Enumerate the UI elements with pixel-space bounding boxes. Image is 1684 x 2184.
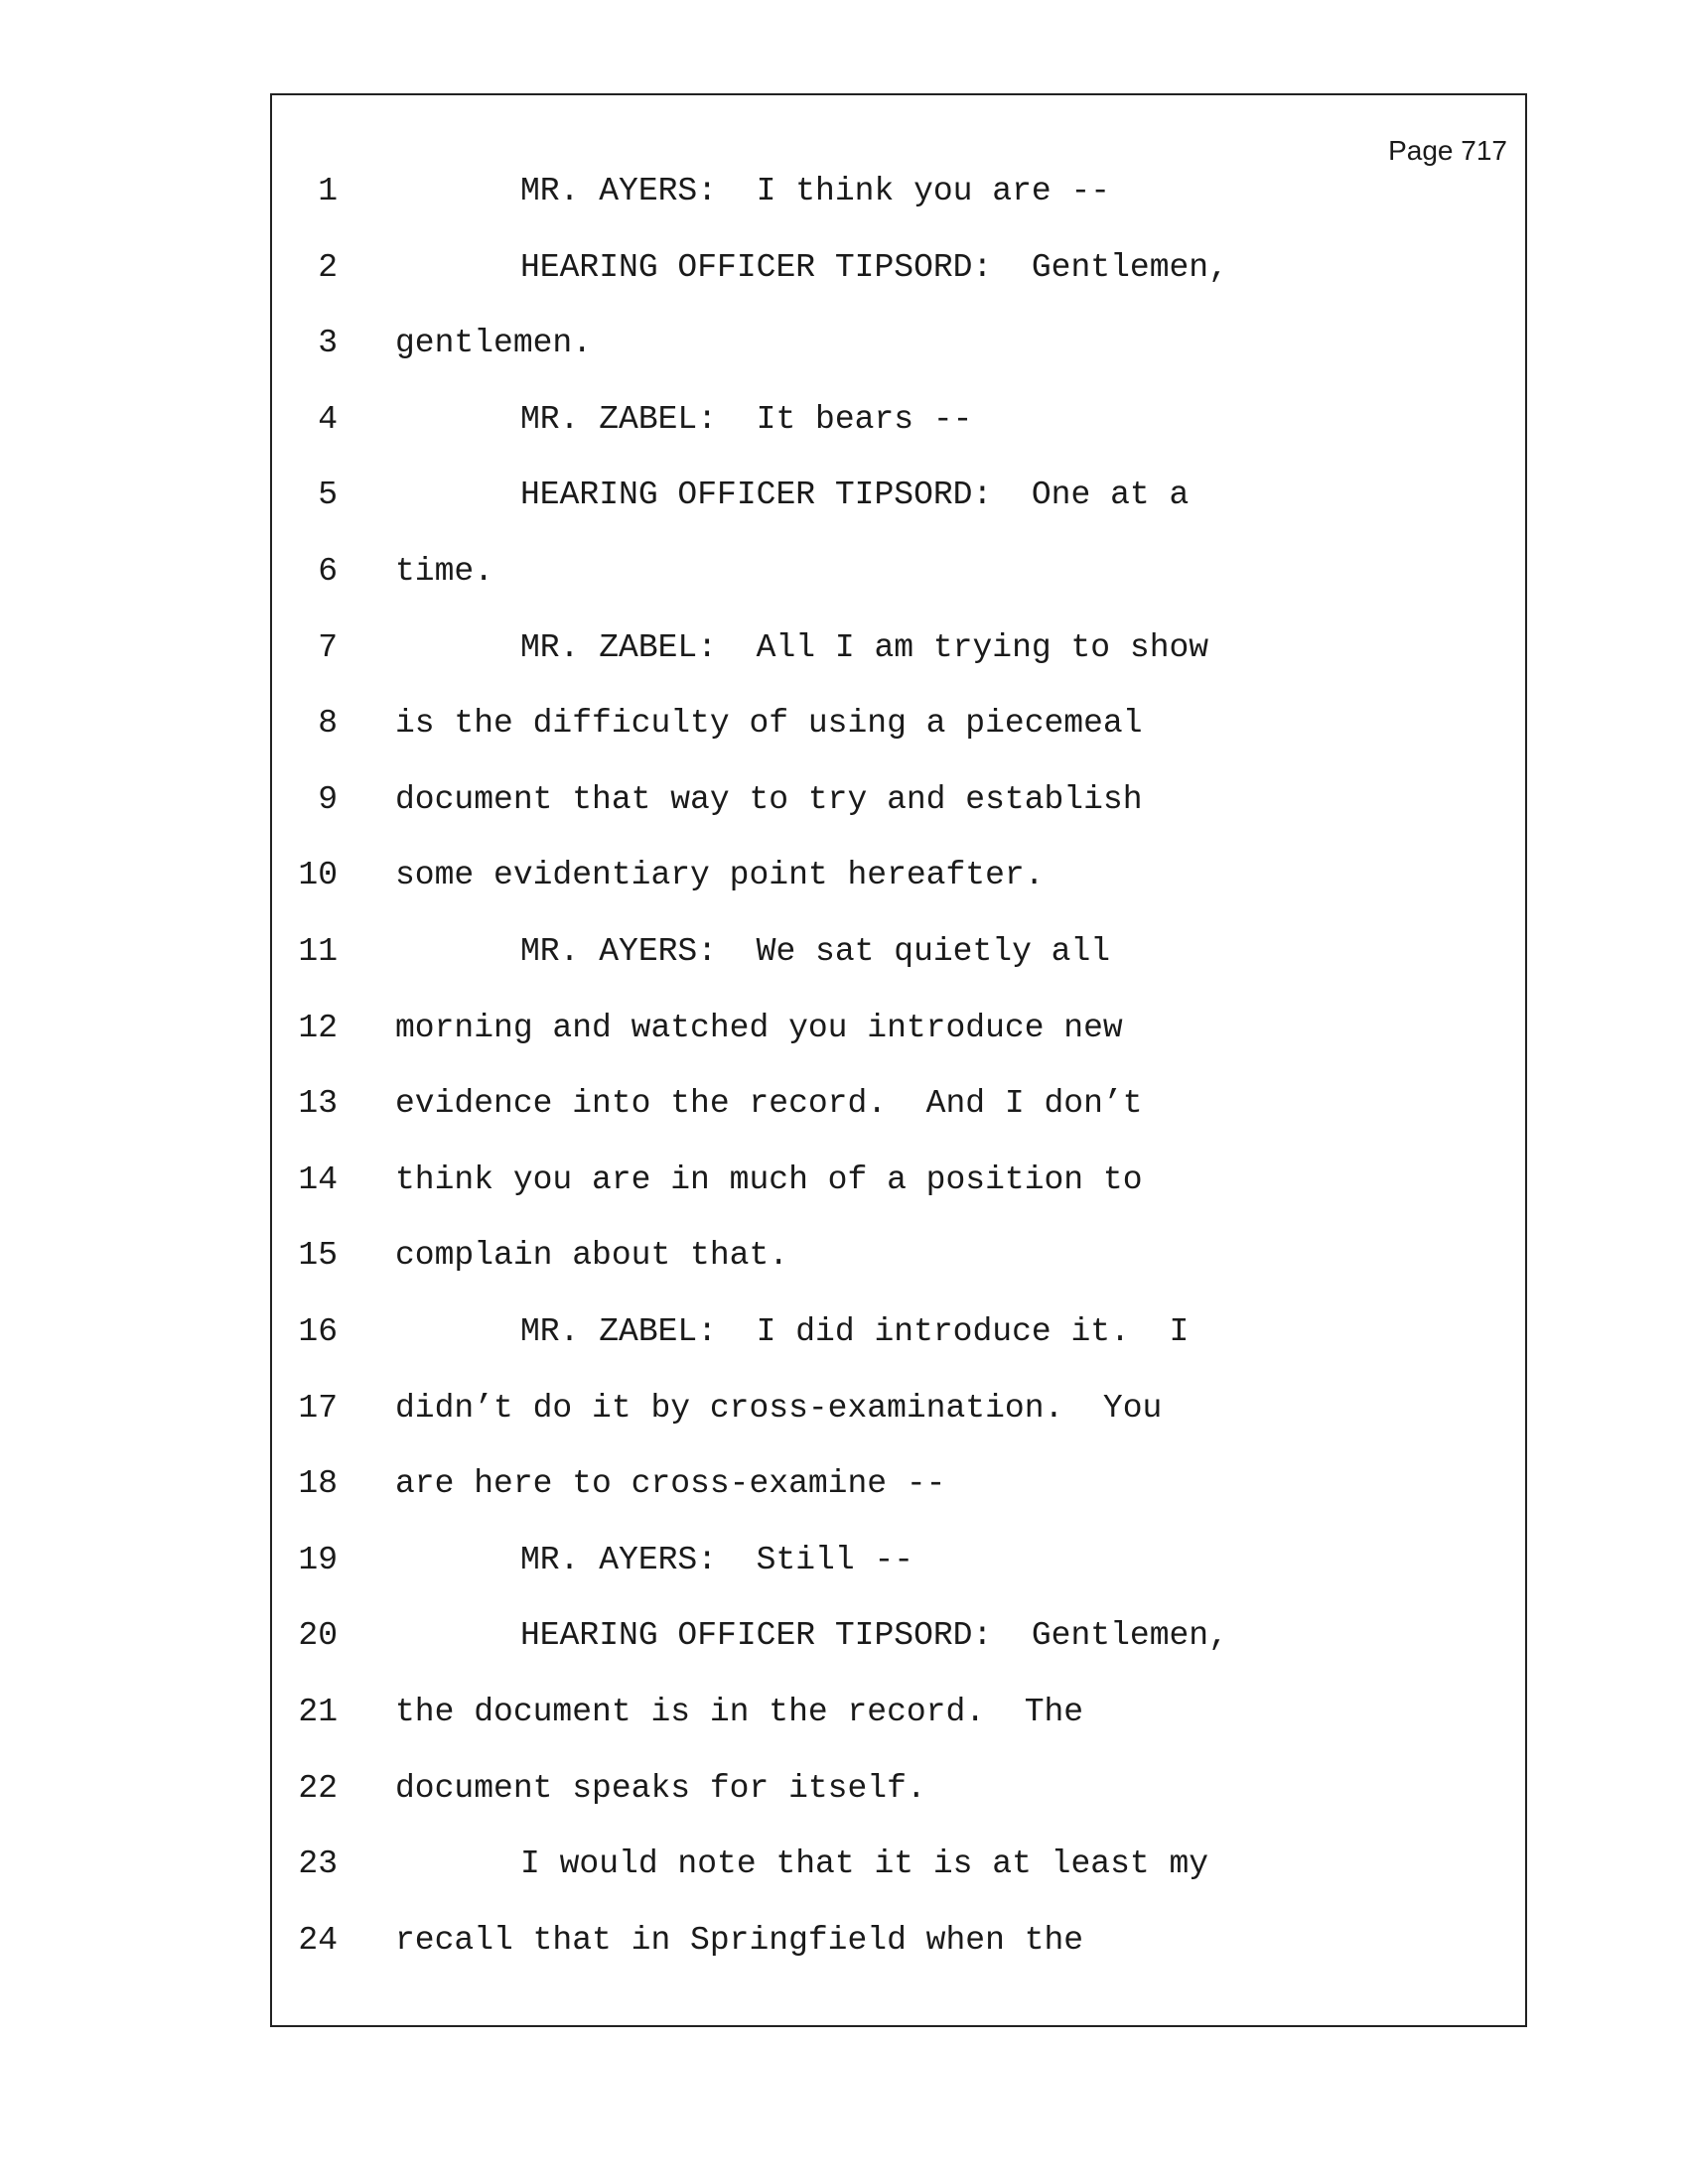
transcript-line — [272, 319, 1525, 368]
line-text: is the difficulty of using a piecemeal — [395, 705, 1143, 743]
line-text: evidence into the record. And I don’t — [395, 1085, 1143, 1123]
line-number: 12 — [298, 1009, 338, 1046]
line-number: 17 — [298, 1389, 338, 1427]
line-number: 24 — [298, 1921, 338, 1959]
line-text: MR. ZABEL: I did introduce it. I — [520, 1313, 1190, 1350]
line-number: 14 — [298, 1160, 338, 1198]
line-number: 23 — [298, 1845, 338, 1883]
line-number: 13 — [298, 1085, 338, 1123]
transcript-line — [272, 1916, 1525, 1966]
transcript-line — [272, 623, 1525, 673]
transcript-line — [272, 1156, 1525, 1205]
line-number: 10 — [298, 857, 338, 894]
transcript-line — [272, 547, 1525, 597]
line-number: 20 — [298, 1617, 338, 1655]
line-text: gentlemen. — [395, 325, 593, 362]
transcript-line — [272, 1459, 1525, 1509]
line-text: time. — [395, 553, 494, 590]
line-text: HEARING OFFICER TIPSORD: Gentlemen, — [520, 1617, 1228, 1655]
line-text: some evidentiary point hereafter. — [395, 857, 1045, 894]
line-text: are here to cross-examine -- — [395, 1465, 946, 1503]
transcript-line — [272, 851, 1525, 900]
transcript-line — [272, 1307, 1525, 1357]
line-number: 21 — [298, 1694, 338, 1730]
line-text: MR. AYERS: Still -- — [520, 1541, 914, 1578]
line-number: 18 — [298, 1465, 338, 1503]
line-number: 22 — [298, 1769, 338, 1807]
transcript-line — [272, 471, 1525, 520]
line-text: recall that in Springfield when the — [395, 1921, 1084, 1959]
line-number: 15 — [298, 1237, 338, 1275]
line-text: think you are in much of a position to — [395, 1160, 1143, 1198]
line-text: I would note that it is at least my — [520, 1845, 1209, 1883]
line-text: HEARING OFFICER TIPSORD: Gentlemen, — [520, 248, 1228, 286]
transcript-line — [272, 1231, 1525, 1281]
line-number: 19 — [298, 1541, 338, 1578]
line-number: 5 — [318, 477, 338, 514]
transcript-line — [272, 775, 1525, 825]
line-number: 11 — [298, 933, 338, 970]
transcript-page — [270, 93, 1527, 2027]
line-number: 1 — [318, 173, 338, 209]
line-text: document that way to try and establish — [395, 780, 1143, 818]
transcript-line — [272, 1688, 1525, 1737]
transcript-line — [272, 1004, 1525, 1053]
transcript-line — [272, 395, 1525, 445]
line-number: 7 — [318, 628, 338, 666]
transcript-line — [272, 699, 1525, 749]
line-text: morning and watched you introduce new — [395, 1009, 1123, 1046]
line-number: 6 — [318, 553, 338, 590]
line-number: 4 — [318, 400, 338, 438]
line-text: the document is in the record. The — [395, 1694, 1084, 1730]
transcript-line — [272, 1384, 1525, 1433]
line-number: 3 — [318, 325, 338, 362]
line-text: complain about that. — [395, 1237, 789, 1275]
line-number: 16 — [298, 1313, 338, 1350]
line-number: 8 — [318, 705, 338, 743]
line-text: MR. ZABEL: All I am trying to show — [520, 628, 1209, 666]
line-text: MR. AYERS: We sat quietly all — [520, 933, 1111, 970]
line-text: MR. AYERS: I think you are -- — [520, 173, 1111, 209]
line-number: 9 — [318, 780, 338, 818]
transcript-line — [272, 927, 1525, 977]
line-text: didn’t do it by cross-examination. You — [395, 1389, 1163, 1427]
transcript-line — [272, 1611, 1525, 1661]
transcript-line — [272, 1840, 1525, 1889]
line-text: MR. ZABEL: It bears -- — [520, 400, 973, 438]
transcript-line — [272, 167, 1525, 216]
line-number: 2 — [318, 248, 338, 286]
transcript-line — [272, 243, 1525, 293]
line-text: HEARING OFFICER TIPSORD: One at a — [520, 477, 1190, 514]
line-text: document speaks for itself. — [395, 1769, 926, 1807]
transcript-line — [272, 1536, 1525, 1585]
transcript-line — [272, 1079, 1525, 1129]
transcript-line — [272, 1764, 1525, 1814]
page-number: Page 717 — [1388, 135, 1507, 166]
